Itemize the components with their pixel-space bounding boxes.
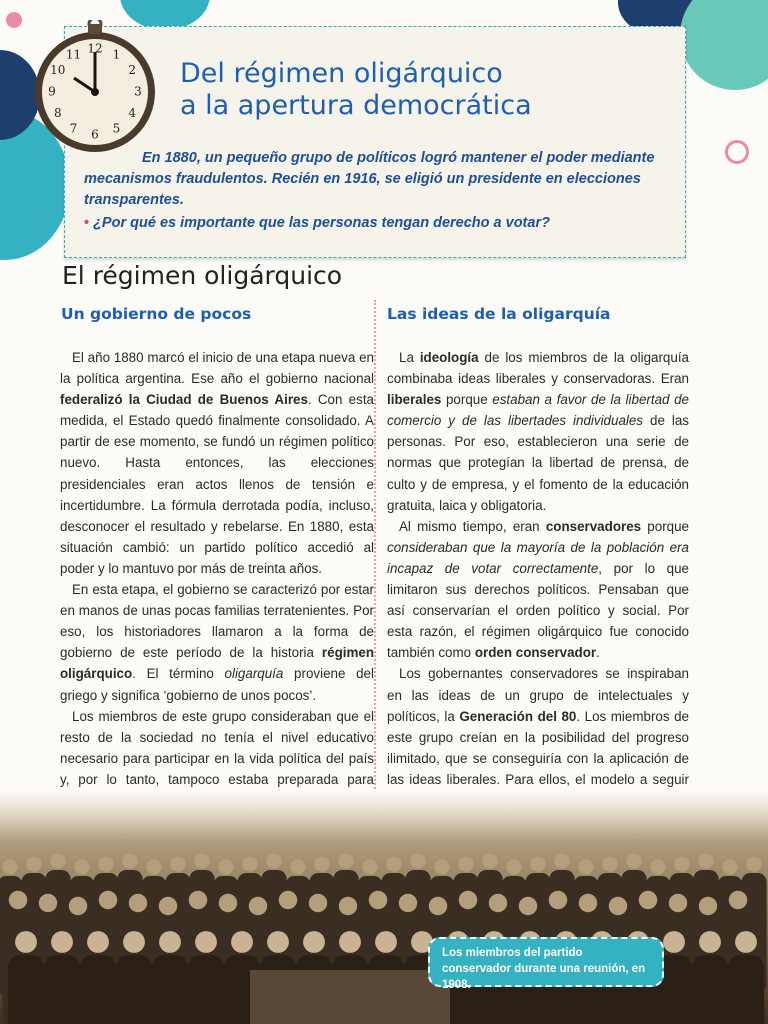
right-column xyxy=(387,347,689,811)
clock-numeral: 11 xyxy=(65,47,82,62)
italic-phrase: estaban a favor de la libertad de comercio y de las libertades individuales xyxy=(387,392,689,429)
decor-ring-pink-right xyxy=(725,140,749,164)
clock-numeral: 5 xyxy=(112,121,121,136)
bold-term: conservadores xyxy=(545,518,642,534)
right-subtitle: Las ideas de la oligarquía xyxy=(387,305,611,323)
decor-circle-mint-right xyxy=(680,0,768,90)
bold-term: ideología xyxy=(419,350,479,365)
right-paragraph-1: La ideología de los miembros de la oligarquía combinaba ideas liberales y conservadoras. Eran liberales porque estaban a favor de la libertad de comercio y de las libertades individuales de las personas. Por eso, establecieron una serie de normas que protegían la libertad de prensa, de culto y de empresa, y el fomento de la educación gratuita, laica y obligatoria. xyxy=(387,350,690,513)
clock-numeral: 12 xyxy=(87,41,103,56)
bold-term: federalizó la Ciudad de Buenos Aires xyxy=(60,392,308,408)
bold-term: Generación del 80 xyxy=(459,708,577,724)
title-line-1: Del régimen oligárquico xyxy=(180,58,503,89)
column-divider xyxy=(374,300,376,800)
bold-term: liberales xyxy=(387,392,442,408)
clock-numeral: 6 xyxy=(91,127,99,142)
intro-text xyxy=(84,148,664,211)
clock-icon xyxy=(28,20,162,154)
right-paragraph-2: Al mismo tiempo, eran conservadores porque consideraban que la mayoría de la población era incapaz de votar correctamente, por lo que limitaron sus derechos políticos. Pensaban que así conservarían el orden político y social. Por esta razón, el régimen oligárquico fue conocido también como orden conservador. xyxy=(387,518,689,661)
left-paragraph-1: El año 1880 marcó el inicio de una etapa nueva en la política argentina. Ese año el gobierno nacional federalizó la Ciudad de Buenos Aires. Con esta medida, el Estado quedó finalmente consolidado. A partir de ese momento, se fundó un régimen político nuevo. Hasta entonces, las elecciones presidenciales eran actos llenos de tensión e incertidumbre. La fórmula derrotada podía, incluso, desconocer el resultado y rebelarse. En 1880, esta situación cambió: un partido político accedió al poder y lo mantuvo por más de treinta años. xyxy=(60,350,374,576)
bold-term: orden conservador xyxy=(474,645,597,661)
clock-numeral: 4 xyxy=(128,106,137,120)
bullet-icon: • xyxy=(84,215,90,231)
left-paragraph-2: En esta etapa, el gobierno se caracterizó por estar en manos de unas pocas familias terratenientes. Por eso, los historiadores llamaron a la forma de gobierno de este período de la historia régimen oligárquico. El término oligarquía proviene del griego y significa ‘gobierno de unos pocos’. xyxy=(60,582,374,703)
left-paragraph-3: Los miembros de este grupo consideraban que el resto de la sociedad no tenía el nivel educativo necesario para participar en la vida política del país y, por lo tanto, tampoco estaba preparada para xyxy=(60,708,374,787)
bold-term: régimen oligárquico xyxy=(60,645,374,682)
intro-text-content: En 1880, un pequeño grupo de políticos logró mantener el poder mediante mecanismos fraudulentos. Recién en 1916, se eligió un presidente en elecciones transparentes. xyxy=(84,150,655,208)
historical-photo xyxy=(0,790,768,1024)
left-column xyxy=(60,347,374,811)
italic-phrase: consideraban que la mayoría de la población era incapaz de votar correctamente xyxy=(387,539,689,576)
italic-term: oligarquía xyxy=(224,666,284,682)
left-subtitle: Un gobierno de pocos xyxy=(61,305,252,323)
title-line-2: a la apertura democrática xyxy=(180,90,532,121)
section-title: El régimen oligárquico xyxy=(62,261,343,290)
clock-numeral: 2 xyxy=(128,63,137,77)
clock-numeral: 3 xyxy=(134,84,142,99)
clock-numeral: 7 xyxy=(69,121,78,136)
clock-numeral: 9 xyxy=(48,84,56,99)
right-paragraph-3: Los gobernantes conservadores se inspiraban en las ideas de un grupo de intelectuales y políticos, la Generación del 80. Los miembros de este grupo creían en la posibilidad del progreso ilimitado, que se conseguiría con la aplicación de las ideas liberales. Para ellos, el modelo a seguir xyxy=(387,666,689,787)
intro-question-text: ¿Por qué es importante que las personas tengan derecho a votar? xyxy=(93,215,550,231)
photo-caption: Los miembros del partido conservador durante una reunión, en 1908. xyxy=(428,937,664,987)
page-title xyxy=(180,58,660,122)
clock-numeral: 8 xyxy=(53,106,62,120)
clock-numeral: 1 xyxy=(112,47,121,62)
intro-question xyxy=(84,213,664,234)
decor-circle-pink-top xyxy=(6,12,22,28)
clock-numeral: 10 xyxy=(50,63,66,77)
